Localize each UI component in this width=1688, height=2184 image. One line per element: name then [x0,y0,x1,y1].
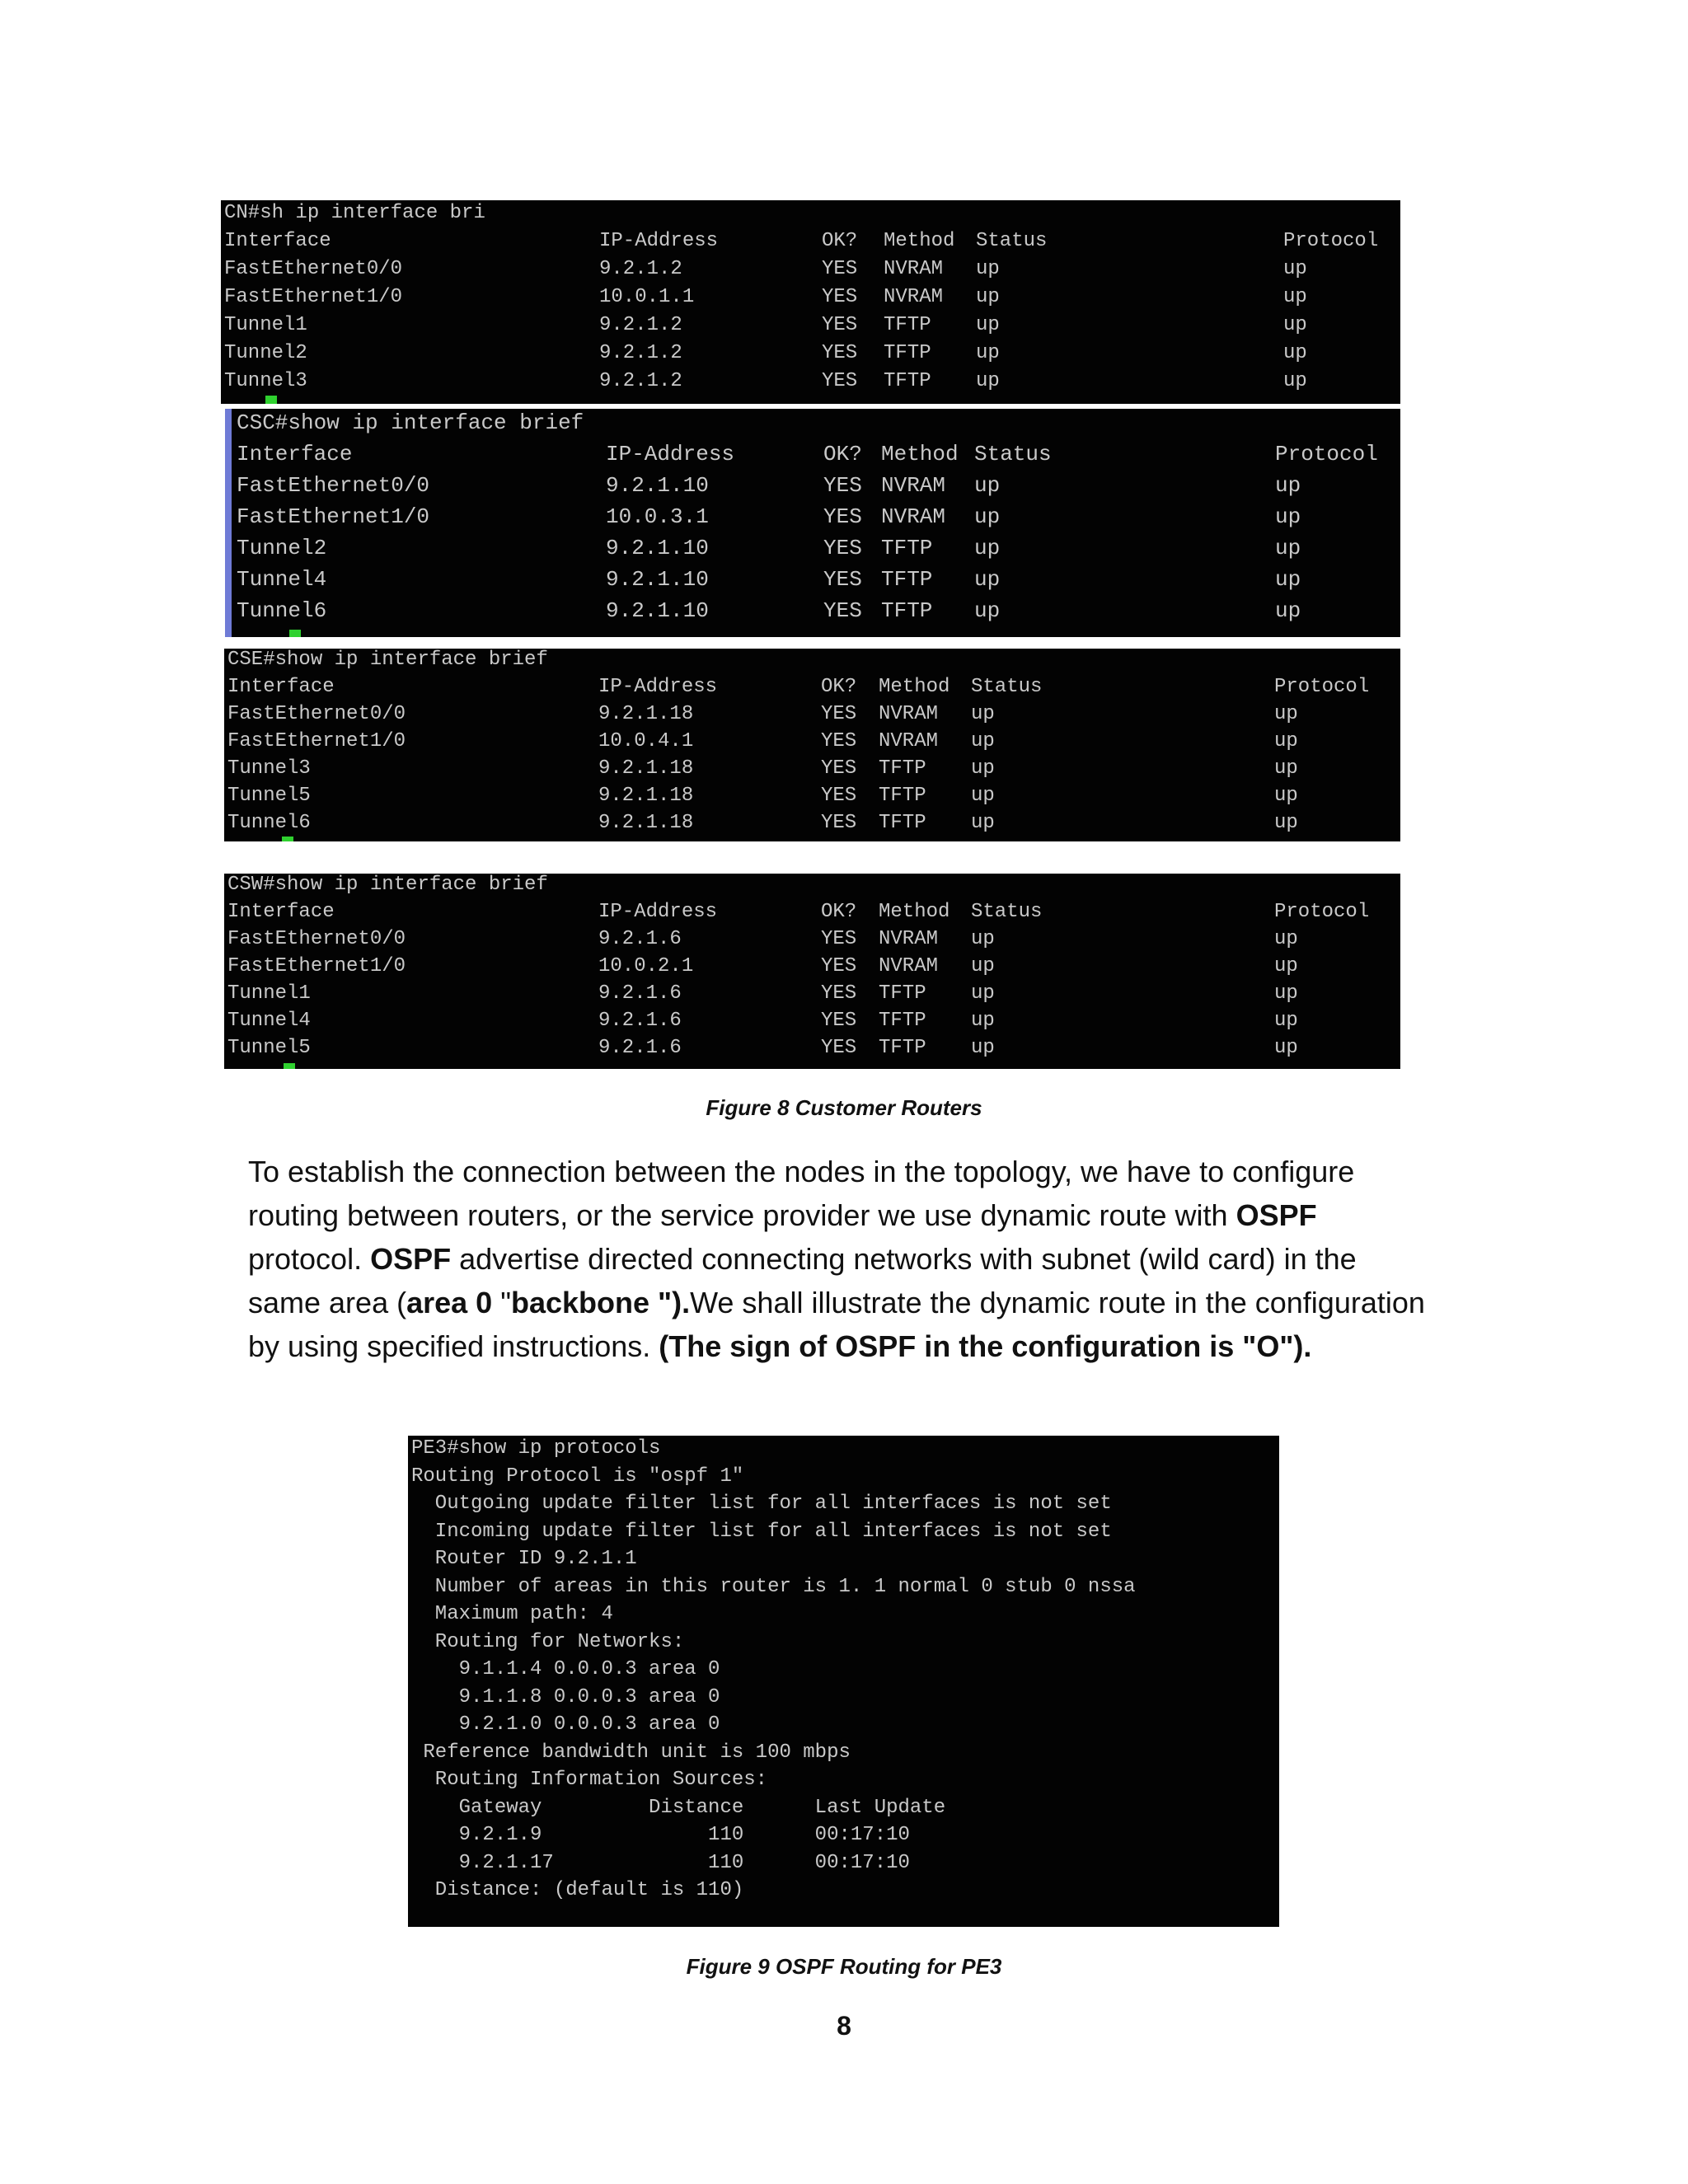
cell-protocol: up [1275,504,1301,529]
cell-method: TFTP [879,982,926,1005]
cell-status: up [974,567,1001,592]
page-number: 8 [837,2011,851,2041]
cell-method: TFTP [879,757,926,780]
cell-status: up [976,370,1000,392]
cell-ok: YES [822,314,858,336]
paragraph-bold: area 0 [406,1286,493,1319]
cell-interface: Tunnel3 [227,757,311,780]
header-protocol: Protocol [1274,901,1370,923]
table-row [227,982,1298,1010]
paragraph-text: We shall illustrate the dynamic route in the configuration by using specified instructions. [248,1286,1425,1363]
header-ip-address: IP-Address [606,442,735,466]
cell-interface: Tunnel6 [237,598,327,623]
cell-status: up [974,598,1001,623]
table-row [224,314,1307,342]
cell-method: TFTP [879,1010,926,1032]
cell-interface: FastEthernet1/0 [227,955,406,977]
cell-ok: YES [821,1037,857,1059]
cell-method: NVRAM [884,286,944,308]
cell-protocol: up [1274,785,1298,807]
header-ip-address: IP-Address [598,676,718,698]
header-method: Method [881,442,959,466]
cell-interface: FastEthernet0/0 [227,703,406,725]
table-row [237,567,1301,598]
paragraph-bold: OSPF [370,1242,452,1276]
table-row [227,730,1298,757]
table-row [237,473,1301,504]
table-row [227,1010,1298,1037]
header-ip-address: IP-Address [599,230,719,252]
cell-interface: FastEthernet0/0 [224,258,403,280]
cell-ip: 9.2.1.10 [606,598,709,623]
header-protocol: Protocol [1275,442,1378,466]
cell-ip: 9.2.1.6 [598,1037,682,1059]
cell-ip: 9.2.1.6 [598,982,682,1005]
cell-method: NVRAM [881,473,946,498]
cell-method: NVRAM [881,504,946,529]
cell-protocol: up [1283,286,1307,308]
header-ip-address: IP-Address [598,901,718,923]
selection-bar [225,409,232,637]
terminal-line: Routing Protocol is "ospf 1" [411,1465,744,1488]
figure-caption-9: Figure 9 OSPF Routing for PE3 [686,1954,1002,1979]
table-row [237,536,1301,567]
cell-ok: YES [821,730,857,752]
cell-ok: YES [821,785,857,807]
header-status: Status [971,676,1043,698]
terminal-cursor [284,1063,295,1069]
cell-ok: YES [822,286,858,308]
table-row [227,955,1298,982]
cell-protocol: up [1275,473,1301,498]
cell-status: up [974,504,1001,529]
cell-interface: FastEthernet1/0 [237,504,430,529]
header-status: Status [974,442,1052,466]
cell-status: up [976,286,1000,308]
cell-ok: YES [821,955,857,977]
cell-method: NVRAM [879,730,939,752]
cell-interface: FastEthernet0/0 [237,473,430,498]
terminal-pe3-ip-protocols [408,1436,1279,1927]
terminal-line: Reference bandwidth unit is 100 mbps [411,1741,851,1764]
cell-protocol: up [1274,703,1298,725]
table-row [224,370,1307,398]
terminal-csc-interface-brief [225,409,1400,637]
cell-ip: 9.2.1.10 [606,567,709,592]
cell-ok: YES [823,598,862,623]
terminal-line: Maximum path: 4 [411,1603,613,1625]
cell-method: NVRAM [879,955,939,977]
cell-interface: Tunnel5 [227,1037,311,1059]
cell-status: up [976,342,1000,364]
cell-ip: 9.2.1.2 [599,342,682,364]
cell-ok: YES [823,536,862,560]
header-method: Method [879,676,950,698]
cell-ip: 9.2.1.2 [599,314,682,336]
cell-interface: Tunnel2 [237,536,327,560]
table-header [237,442,1378,473]
cell-interface: Tunnel6 [227,812,311,834]
terminal-line: Outgoing update filter list for all interfaces is not set [411,1493,1112,1515]
terminal-line: PE3#show ip protocols [411,1437,661,1460]
cell-interface: Tunnel1 [227,982,311,1005]
cell-ip: 9.2.1.18 [598,757,694,780]
cell-status: up [971,703,995,725]
cell-method: NVRAM [879,928,939,950]
cell-protocol: up [1275,598,1301,623]
cell-interface: Tunnel1 [224,314,307,336]
cell-ok: YES [823,567,862,592]
cell-ip: 9.2.1.2 [599,258,682,280]
cell-ip: 9.2.1.6 [598,1010,682,1032]
table-row [227,785,1298,812]
terminal-line: 9.1.1.8 0.0.0.3 area 0 [411,1685,720,1708]
cell-status: up [971,1037,995,1059]
cell-method: TFTP [884,370,931,392]
cell-protocol: up [1274,812,1298,834]
paragraph-text: " [492,1286,511,1319]
header-interface: Interface [224,230,331,252]
header-interface: Interface [237,442,353,466]
cell-ip: 9.2.1.18 [598,812,694,834]
table-row [227,928,1298,955]
cell-method: NVRAM [884,258,944,280]
table-header [224,230,1379,258]
cell-ip: 9.2.1.10 [606,536,709,560]
terminal-line: Incoming update filter list for all interfaces is not set [411,1520,1112,1543]
table-row [224,342,1307,370]
terminal-cursor [282,837,293,841]
cell-interface: FastEthernet1/0 [227,730,406,752]
cell-protocol: up [1283,314,1307,336]
terminal-line: 9.2.1.17 110 00:17:10 [411,1851,910,1874]
cell-ip: 9.2.1.2 [599,370,682,392]
cell-ok: YES [822,370,858,392]
cell-method: TFTP [881,567,933,592]
header-method: Method [884,230,955,252]
cell-status: up [971,757,995,780]
table-header [227,901,1370,928]
cell-ok: YES [821,928,857,950]
terminal-line: Distance: (default is 110) [411,1879,744,1901]
table-row [227,703,1298,730]
cell-interface: Tunnel4 [237,567,327,592]
terminal-line: 9.1.1.4 0.0.0.3 area 0 [411,1658,720,1680]
cell-interface: Tunnel4 [227,1010,311,1032]
cell-method: TFTP [884,342,931,364]
cell-protocol: up [1274,1010,1298,1032]
cell-protocol: up [1274,982,1298,1005]
paragraph-text: advertise directed connecting networks with subnet (wild card) in the same area ( [248,1242,1357,1319]
cell-status: up [971,955,995,977]
cell-ok: YES [821,982,857,1005]
cell-ok: YES [823,473,862,498]
table-row [227,812,1298,839]
cell-ok: YES [821,812,857,834]
cell-ip: 9.2.1.6 [598,928,682,950]
cell-status: up [974,473,1001,498]
cell-interface: Tunnel3 [224,370,307,392]
cell-method: TFTP [879,812,926,834]
cell-protocol: up [1274,955,1298,977]
cell-interface: FastEthernet1/0 [224,286,403,308]
terminal-line: 9.2.1.9 110 00:17:10 [411,1824,910,1846]
cell-method: TFTP [881,598,933,623]
cell-ip: 9.2.1.18 [598,785,694,807]
header-interface: Interface [227,676,335,698]
terminal-line: Gateway Distance Last Update [411,1796,946,1819]
paragraph-text: protocol. [248,1242,371,1276]
cell-method: TFTP [884,314,931,336]
cell-status: up [971,982,995,1005]
terminal-line: Router ID 9.2.1.1 [411,1548,637,1570]
table-row [237,598,1301,630]
cell-protocol: up [1275,536,1301,560]
header-method: Method [879,901,950,923]
cell-ok: YES [821,757,857,780]
terminal-cursor [289,630,301,637]
cell-interface: Tunnel5 [227,785,311,807]
paragraph-bold: OSPF [1236,1198,1317,1232]
cell-protocol: up [1283,258,1307,280]
cell-method: TFTP [879,1037,926,1059]
cell-status: up [971,812,995,834]
cell-ok: YES [822,342,858,364]
table-row [224,258,1307,286]
cell-status: up [971,1010,995,1032]
terminal-prompt: CSE#show ip interface brief [227,649,548,671]
cell-ip: 9.2.1.10 [606,473,709,498]
header-ok: OK? [821,901,857,923]
terminal-prompt: CN#sh ip interface bri [224,202,485,224]
table-row [237,504,1301,536]
terminal-cursor [265,396,277,404]
header-interface: Interface [227,901,335,923]
cell-ip: 9.2.1.18 [598,703,694,725]
cell-ok: YES [823,504,862,529]
cell-status: up [971,730,995,752]
cell-interface: FastEthernet0/0 [227,928,406,950]
table-header [227,676,1370,703]
cell-ip: 10.0.2.1 [598,955,694,977]
header-ok: OK? [822,230,858,252]
cell-ip: 10.0.4.1 [598,730,694,752]
table-row [224,286,1307,314]
cell-protocol: up [1274,757,1298,780]
cell-ok: YES [821,703,857,725]
cell-ip: 10.0.3.1 [606,504,709,529]
cell-method: NVRAM [879,703,939,725]
cell-protocol: up [1274,1037,1298,1059]
cell-ok: YES [821,1010,857,1032]
cell-protocol: up [1274,730,1298,752]
cell-protocol: up [1275,567,1301,592]
cell-method: TFTP [881,536,933,560]
header-protocol: Protocol [1283,230,1379,252]
terminal-line: Routing Information Sources: [411,1769,768,1791]
terminal-prompt: CSW#show ip interface brief [227,874,548,896]
table-row [227,1037,1298,1064]
header-status: Status [971,901,1043,923]
paragraph-bold: backbone "). [510,1286,691,1319]
header-status: Status [976,230,1048,252]
cell-protocol: up [1283,342,1307,364]
cell-interface: Tunnel2 [224,342,307,364]
cell-status: up [971,928,995,950]
cell-method: TFTP [879,785,926,807]
header-ok: OK? [823,442,862,466]
terminal-cse-interface-brief [224,649,1400,841]
body-paragraph [248,1150,1435,1368]
terminal-csw-interface-brief [224,874,1400,1069]
paragraph-bold: (The sign of OSPF in the configuration is "O"). [659,1329,1312,1363]
cell-status: up [976,314,1000,336]
cell-protocol: up [1283,370,1307,392]
cell-protocol: up [1274,928,1298,950]
cell-ip: 10.0.1.1 [599,286,695,308]
figure-caption-8: Figure 8 Customer Routers [706,1095,982,1120]
cell-status: up [974,536,1001,560]
cell-ok: YES [822,258,858,280]
table-row [227,757,1298,785]
cell-status: up [976,258,1000,280]
terminal-cn-interface-brief [221,200,1400,404]
header-ok: OK? [821,676,857,698]
terminal-line: Routing for Networks: [411,1630,685,1653]
terminal-prompt: CSC#show ip interface brief [237,410,584,435]
paragraph-text: To establish the connection between the nodes in the topology, we have to configure routing between routers, or the service provider we use dynamic route with [248,1155,1355,1232]
cell-status: up [971,785,995,807]
terminal-line: Number of areas in this router is 1. 1 normal 0 stub 0 nssa [411,1575,1136,1598]
header-protocol: Protocol [1274,676,1370,698]
terminal-line: 9.2.1.0 0.0.0.3 area 0 [411,1713,720,1736]
